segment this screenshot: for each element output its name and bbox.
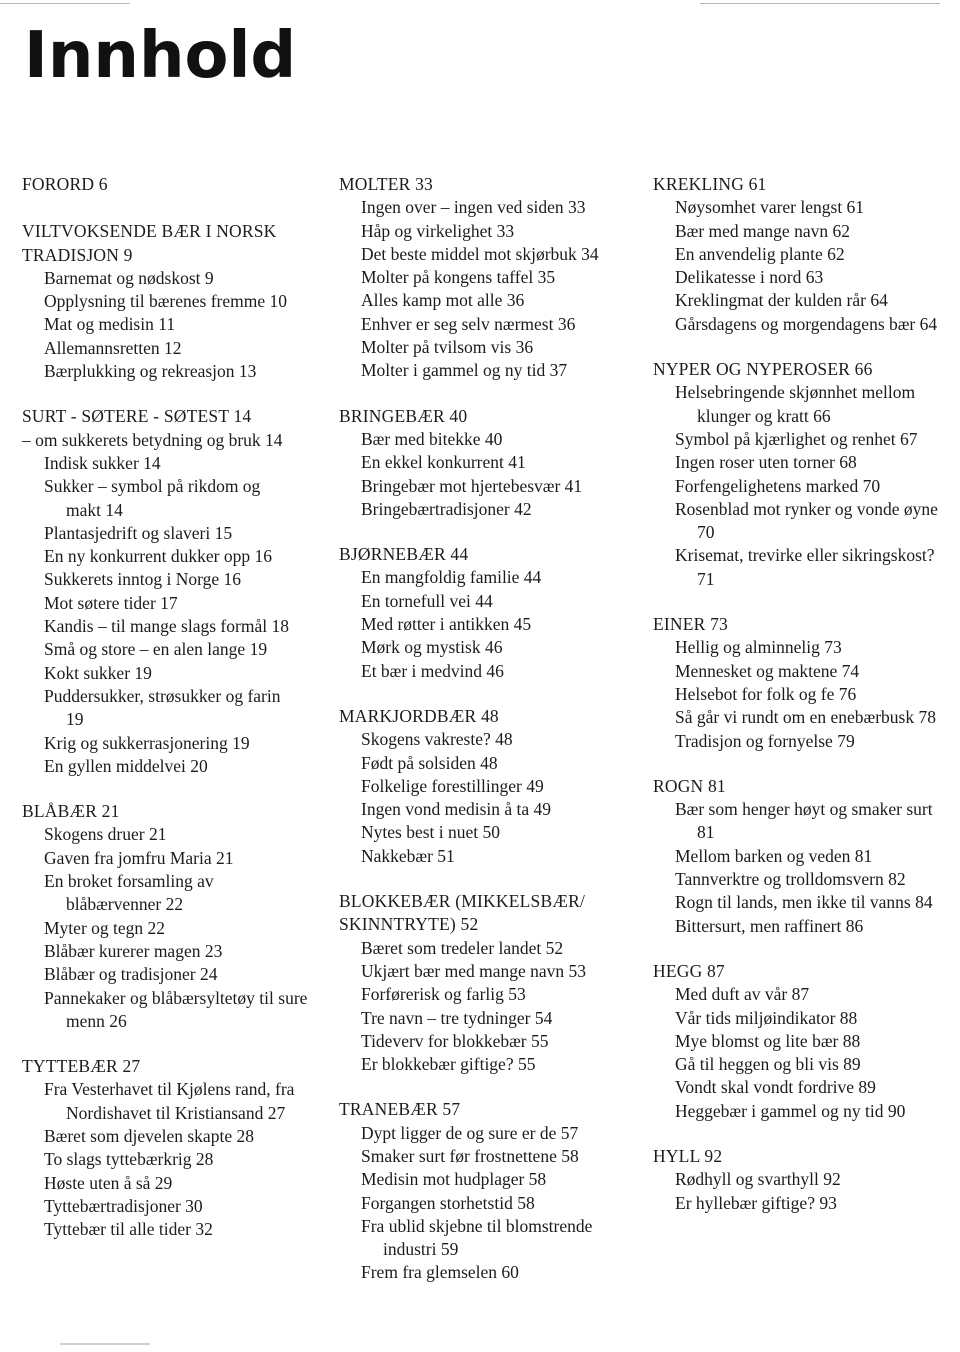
toc-section-heading[interactable]: SURT - SØTERE - SØTEST 14 <box>22 406 252 427</box>
toc-section <box>339 705 629 868</box>
toc-section-heading[interactable]: BLÅBÆR 21 <box>22 801 120 822</box>
toc-section <box>653 613 943 753</box>
toc-entry[interactable]: Mot søtere tider 17 <box>44 592 178 613</box>
toc-entry[interactable]: Dypt ligger de og sure er de 57 <box>361 1122 579 1143</box>
toc-entry[interactable]: En mangfoldig familie 44 <box>361 567 542 588</box>
toc-entry[interactable]: Små og store – en alen lange 19 <box>44 639 268 660</box>
toc-entry[interactable]: Tannverktre og trolldomsvern 82 <box>675 869 906 890</box>
toc-entry[interactable]: Ingen roser uten torner 68 <box>675 452 857 473</box>
toc-section <box>653 358 943 591</box>
toc-entry[interactable]: Gå til heggen og bli vis 89 <box>675 1054 861 1075</box>
toc-entry[interactable]: Skogens vakreste? 48 <box>361 729 513 750</box>
toc-entry[interactable]: Blåbær og tradisjoner 24 <box>44 964 218 985</box>
toc-entry[interactable]: En tornefull vei 44 <box>361 590 493 611</box>
toc-section-heading[interactable]: TRANEBÆR 57 <box>339 1099 461 1120</box>
toc-entry[interactable]: Tyttebær til alle tider 32 <box>44 1219 213 1240</box>
toc-entry[interactable]: En anvendelig plante 62 <box>675 243 845 264</box>
toc-entry[interactable]: Plantasjedrift og slaveri 15 <box>44 522 233 543</box>
toc-entry[interactable]: Vondt skal vondt fordrive 89 <box>675 1077 876 1098</box>
toc-entry[interactable]: Kreklingmat der kulden rår 64 <box>675 290 888 311</box>
toc-entry[interactable]: Bær med mange navn 62 <box>675 220 850 241</box>
toc-entry[interactable]: Bringebærtradisjoner 42 <box>361 498 532 519</box>
toc-column-1 <box>22 173 312 1263</box>
toc-entry[interactable]: Indisk sukker 14 <box>44 452 161 473</box>
toc-entry[interactable]: Mye blomst og lite bær 88 <box>675 1030 861 1051</box>
toc-entry[interactable]: Fra ublid skjebne til blomstrende industri 59 <box>361 1215 593 1260</box>
toc-entry[interactable]: Opplysning til bærenes fremme 10 <box>44 291 288 312</box>
toc-section <box>22 405 312 778</box>
toc-section <box>339 890 629 1076</box>
toc-entry[interactable]: Ingen vond medisin å ta 49 <box>361 799 552 820</box>
toc-entry[interactable]: Tre navn – tre tydninger 54 <box>361 1007 553 1028</box>
toc-section <box>22 800 312 1033</box>
toc-entry[interactable]: Nakkebær 51 <box>361 845 455 866</box>
toc-entry[interactable]: Helsebot for folk og fe 76 <box>675 683 857 704</box>
toc-entry[interactable]: Rosenblad mot rynker og vonde øyne 70 <box>675 498 938 543</box>
toc-section-heading[interactable]: VILTVOKSENDE BÆR I NORSK TRADISJON 9 <box>22 221 277 265</box>
toc-entry[interactable]: Delikatesse i nord 63 <box>675 267 824 288</box>
toc-entry[interactable]: Gaven fra jomfru Maria 21 <box>44 847 234 868</box>
top-rule-right <box>700 3 940 4</box>
toc-entry[interactable]: Krisemat, trevirke eller sikringskost? 71 <box>675 545 935 589</box>
toc-entry[interactable]: En ny konkurrent dukker opp 16 <box>44 546 272 567</box>
toc-entry[interactable]: Mørk og mystisk 46 <box>361 637 503 658</box>
toc-entry[interactable]: Forfengelighetens marked 70 <box>675 475 881 496</box>
toc-entry[interactable]: Heggebær i gammel og ny tid 90 <box>675 1100 906 1121</box>
toc-entry[interactable]: Tradisjon og fornyelse 79 <box>675 730 855 751</box>
toc-entry[interactable]: Bær med bitekke 40 <box>361 428 503 449</box>
toc-section <box>653 173 943 336</box>
toc-entry[interactable]: To slags tyttebærkrig 28 <box>44 1149 214 1170</box>
toc-entry[interactable]: Et bær i medvind 46 <box>361 660 504 681</box>
toc-entry[interactable]: Forførerisk og farlig 53 <box>361 984 526 1005</box>
toc-entry[interactable]: Medisin mot hudplager 58 <box>361 1169 547 1190</box>
toc-entry[interactable]: Kokt sukker 19 <box>44 662 152 683</box>
toc-entry[interactable]: Blåbær kurerer magen 23 <box>44 940 223 961</box>
page-title: Innhold <box>24 19 297 93</box>
toc-column-2 <box>339 173 629 1307</box>
top-rule-left <box>0 3 130 4</box>
toc-section-heading[interactable]: BJØRNEBÆR 44 <box>339 544 469 565</box>
toc-section <box>653 960 943 1123</box>
toc-entry[interactable]: Molter på tvilsom vis 36 <box>361 337 534 358</box>
toc-section <box>653 1145 943 1215</box>
toc-entry[interactable]: Folkelige forestillinger 49 <box>361 775 544 796</box>
toc-section-heading[interactable]: HYLL 92 <box>653 1145 723 1166</box>
toc-section-heading[interactable]: HEGG 87 <box>653 960 725 981</box>
toc-entry[interactable]: Fra Vesterhavet til Kjølens rand, fra Nordishavet til Kristiansand 27 <box>44 1079 295 1123</box>
toc-section-heading[interactable]: MOLTER 33 <box>339 174 434 194</box>
toc-entry[interactable]: En ekkel konkurrent 41 <box>361 452 526 473</box>
toc-section-heading[interactable]: KREKLING 61 <box>653 174 767 194</box>
toc-section-heading[interactable]: ROGN 81 <box>653 775 726 796</box>
toc-entry[interactable]: Tideverv for blokkebær 55 <box>361 1030 549 1051</box>
toc-entry[interactable]: Er hyllebær giftige? 93 <box>675 1192 837 1213</box>
toc-entry[interactable]: Puddersukker, strøsukker og farin 19 <box>44 685 281 730</box>
toc-entry[interactable]: Hellig og alminnelig 73 <box>675 637 842 658</box>
toc-section-heading[interactable]: TYTTEBÆR 27 <box>22 1056 141 1077</box>
toc-entry[interactable]: Rogn til lands, men ikke til vanns 84 <box>675 892 933 913</box>
toc-entry[interactable]: Helsebringende skjønnhet mellom klunger og kratt 66 <box>675 382 916 426</box>
toc-section-heading[interactable]: FORORD 6 <box>22 174 108 194</box>
toc-entry[interactable]: Høste uten å så 29 <box>44 1172 173 1193</box>
toc-entry[interactable]: Med duft av vår 87 <box>675 984 810 1005</box>
toc-entry[interactable]: Barnemat og nødskost 9 <box>44 267 214 288</box>
toc-section-heading[interactable]: BLOKKEBÆR (MIKKELSBÆR/ SKINNTRYTE) 52 <box>339 891 586 935</box>
toc-entry[interactable]: Vår tids miljøindikator 88 <box>675 1007 858 1028</box>
toc-entry[interactable]: Alles kamp mot alle 36 <box>361 290 525 311</box>
toc-entry[interactable]: Født på solsiden 48 <box>361 752 498 773</box>
toc-entry[interactable]: Det beste middel mot skjørbuk 34 <box>361 243 599 264</box>
toc-entry[interactable]: Pannekaker og blåbærsyltetøy til sure menn 26 <box>44 987 308 1031</box>
toc-entry[interactable]: Er blokkebær giftige? 55 <box>361 1054 536 1075</box>
toc-entry[interactable]: Mat og medisin 11 <box>44 314 176 335</box>
toc-entry[interactable]: En gyllen middelvei 20 <box>44 755 208 776</box>
toc-entry[interactable]: Håp og virkelighet 33 <box>361 220 515 241</box>
toc-entry[interactable]: Frem fra glemselen 60 <box>361 1262 519 1283</box>
toc-entry[interactable]: Mellom barken og veden 81 <box>675 845 873 866</box>
toc-entry[interactable]: Bæret som tredeler landet 52 <box>361 937 564 958</box>
toc-entry[interactable]: Molter i gammel og ny tid 37 <box>361 360 568 381</box>
toc-section <box>339 405 629 521</box>
toc-section <box>339 1098 629 1284</box>
toc-section <box>653 775 943 938</box>
toc-section <box>22 1055 312 1241</box>
toc-entry[interactable]: Smaker surt før frostnettene 58 <box>361 1145 579 1166</box>
toc-entry[interactable]: Rødhyll og svarthyll 92 <box>675 1169 841 1190</box>
toc-entry[interactable]: Bær som henger høyt og smaker surt 81 <box>675 799 933 843</box>
toc-section-heading[interactable]: BRINGEBÆR 40 <box>339 405 468 426</box>
toc-entry[interactable]: Bringebær mot hjertebesvær 41 <box>361 475 583 496</box>
toc-entry[interactable]: Myter og tegn 22 <box>44 917 166 938</box>
toc-section <box>339 543 629 683</box>
bottom-rule <box>60 1343 150 1345</box>
toc-column-3 <box>653 173 943 1237</box>
toc-entry[interactable]: Bæret som djevelen skapte 28 <box>44 1125 254 1146</box>
toc-entry[interactable]: Sukkerets inntog i Norge 16 <box>44 569 242 590</box>
toc-entry[interactable]: Allemannsretten 12 <box>44 337 182 358</box>
toc-entry[interactable]: Så går vi rundt om en enebærbusk 78 <box>675 707 936 728</box>
toc-entry[interactable]: Ingen over – ingen ved siden 33 <box>361 197 586 218</box>
toc-entry[interactable]: Bittersurt, men raffinert 86 <box>675 915 864 936</box>
toc-entry[interactable]: En broket forsamling av blåbærvenner 22 <box>44 871 214 915</box>
toc-entry[interactable]: Gårsdagens og morgendagens bær 64 <box>675 313 938 334</box>
toc-section-heading[interactable]: NYPER OG NYPEROSER 66 <box>653 359 873 380</box>
toc-entry[interactable]: Tyttebærtradisjoner 30 <box>44 1195 203 1216</box>
toc-entry[interactable]: Kandis – til mange slags formål 18 <box>44 616 289 637</box>
toc-entry[interactable]: Bærplukking og rekreasjon 13 <box>44 361 257 382</box>
toc-entry[interactable]: Med røtter i antikken 45 <box>361 614 532 635</box>
toc-entry[interactable]: – om sukkerets betydning og bruk 14 <box>22 429 283 450</box>
toc-entry[interactable]: Ukjært bær med mange navn 53 <box>361 960 587 981</box>
toc-section-heading[interactable]: EINER 73 <box>653 614 728 635</box>
toc-section <box>22 220 312 383</box>
toc-entry[interactable]: Sukker – symbol på rikdom og makt 14 <box>44 476 261 520</box>
toc-entry[interactable]: Skogens druer 21 <box>44 824 167 845</box>
toc-entry[interactable]: Enhver er seg selv nærmest 36 <box>361 313 576 334</box>
toc-entry[interactable]: Molter på kongens taffel 35 <box>361 267 556 288</box>
toc-entry[interactable]: Nytes best i nuet 50 <box>361 822 501 843</box>
toc-section <box>339 173 629 383</box>
toc-entry[interactable]: Mennesket og maktene 74 <box>675 660 860 681</box>
toc-entry[interactable]: Krig og sukkerrasjonering 19 <box>44 732 250 753</box>
toc-entry[interactable]: Nøysomhet varer lengst 61 <box>675 197 865 218</box>
toc-section <box>22 173 312 196</box>
toc-entry[interactable]: Forgangen storhetstid 58 <box>361 1192 535 1213</box>
toc-entry[interactable]: Symbol på kjærlighet og renhet 67 <box>675 428 918 449</box>
toc-section-heading[interactable]: MARKJORDBÆR 48 <box>339 705 499 726</box>
